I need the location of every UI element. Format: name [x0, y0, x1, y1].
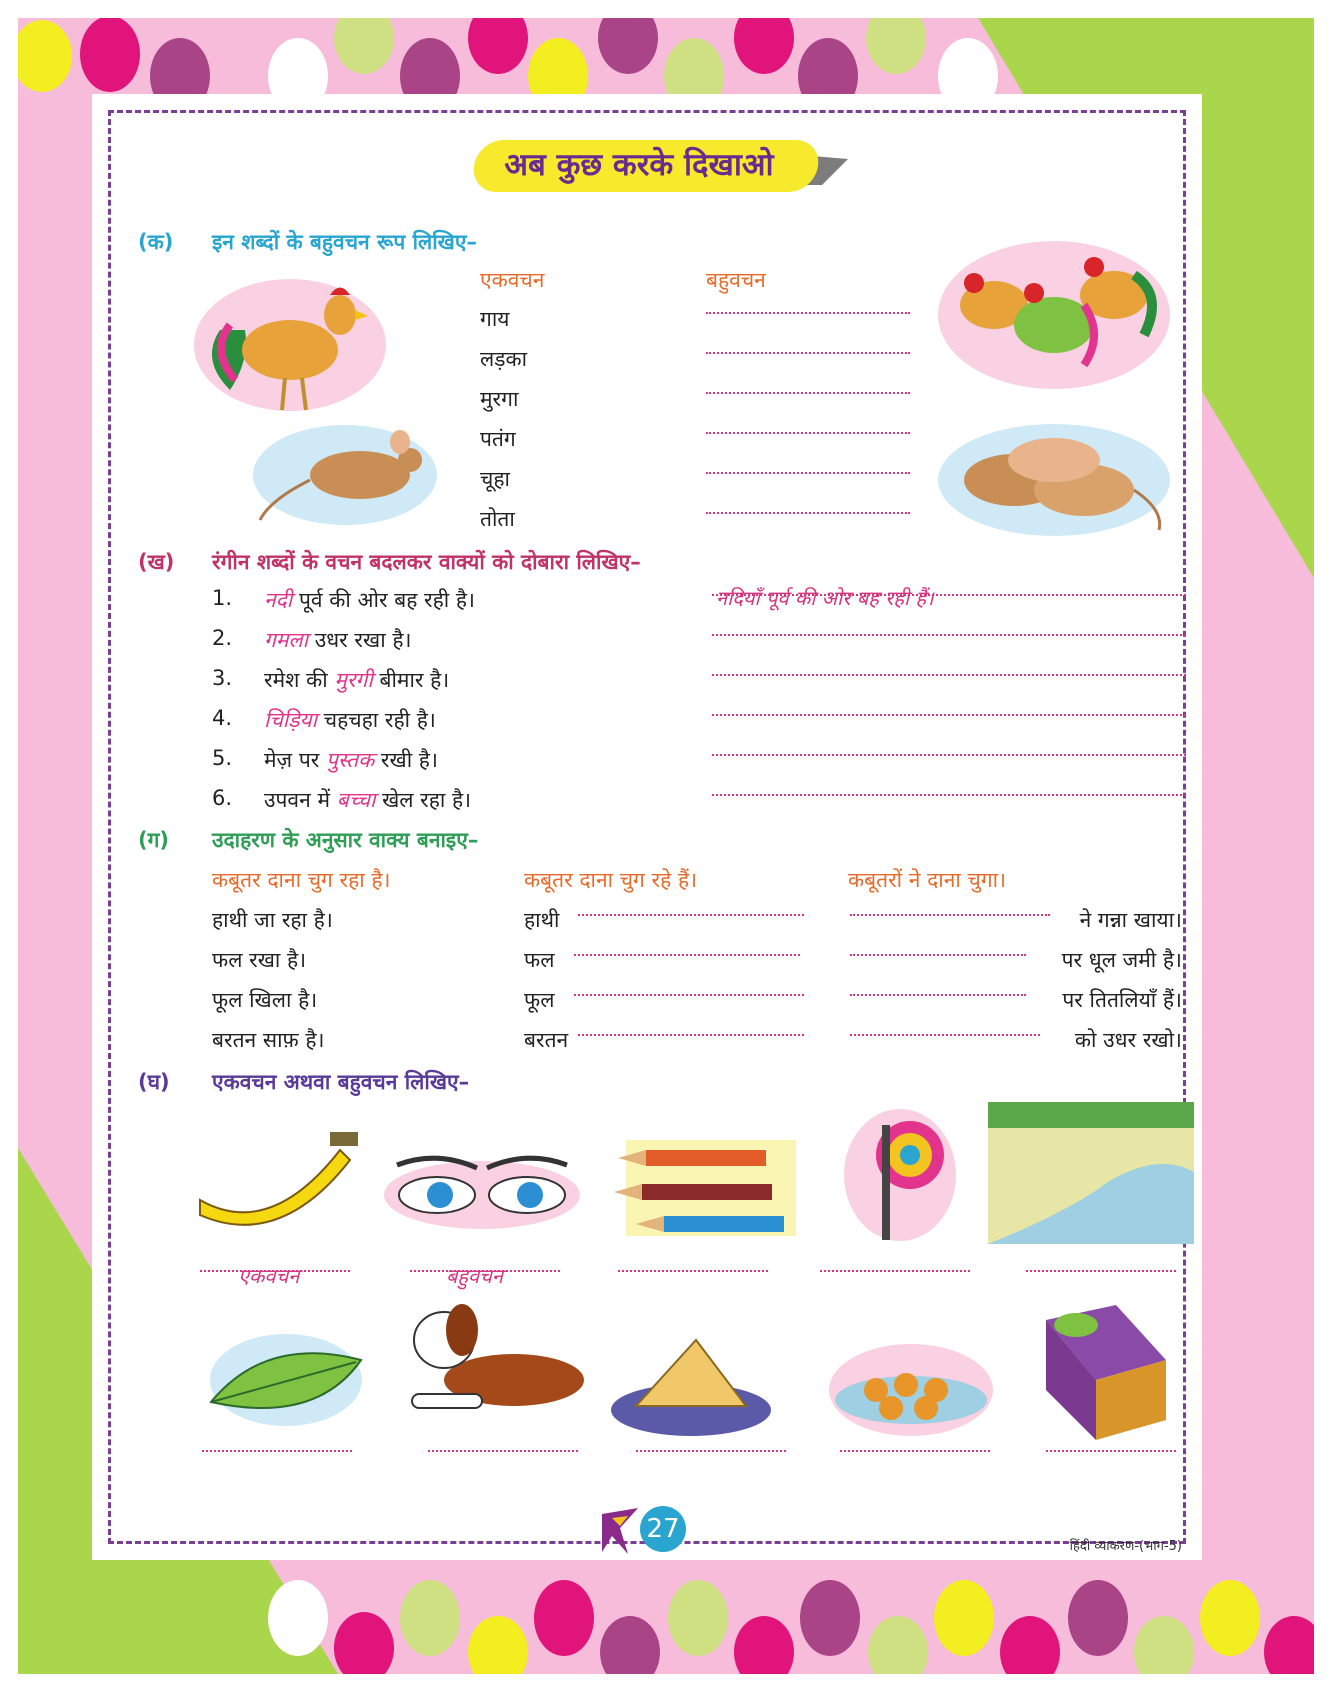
ga-col3: पर धूल जमी है।	[1061, 948, 1182, 972]
col-plural-header: बहुवचन	[706, 268, 766, 292]
ga-col2: बरतन	[524, 1028, 569, 1052]
ga-col1: बरतन साफ़ है।	[212, 1028, 325, 1052]
singular-word: पतंग	[480, 427, 516, 451]
ga-col2: फल	[524, 948, 555, 972]
answer-line[interactable]	[706, 392, 910, 394]
item-num: 3.	[212, 666, 233, 690]
page-title: अब कुछ करके दिखाओ	[504, 147, 774, 183]
answer-line[interactable]	[706, 432, 910, 434]
sentence	[264, 786, 471, 814]
ga-col3: को उधर रखो।	[1074, 1028, 1182, 1052]
ga-col2: हाथी	[524, 908, 560, 932]
col-singular-header: एकवचन	[480, 268, 545, 292]
sentence-pre: रमेश की	[264, 668, 328, 692]
pencils-illustration	[606, 1130, 806, 1240]
answer-line[interactable]	[712, 754, 1186, 756]
item-num: 6.	[212, 786, 233, 810]
answer-line[interactable]	[850, 994, 1026, 996]
leaf-illustration	[206, 1330, 366, 1430]
samosa-illustration	[606, 1330, 776, 1440]
colored-word: चिड़िया	[264, 708, 318, 732]
rooster-illustration	[190, 270, 390, 420]
section-ga-instruction: उदाहरण के अनुसार वाक्य बनाइए–	[212, 828, 479, 852]
footer-text: हिंदी व्याकरण-(भाग-5)	[1069, 1539, 1182, 1554]
sentence-pre: मेज़ पर	[264, 748, 320, 772]
section-ka-label: (क)	[138, 230, 174, 254]
sentence-rest: बीमार है।	[379, 668, 450, 692]
section-ga-label: (ग)	[138, 828, 170, 852]
sentence-rest: चहचहा रही है।	[323, 708, 436, 732]
section-gha-instruction: एकवचन अथवा बहुवचन लिखिए–	[212, 1070, 470, 1094]
ga-col2: फूल	[524, 988, 555, 1012]
colored-word: मुरगी	[334, 668, 373, 692]
eyes-illustration	[382, 1150, 582, 1230]
sentence-rest: पूर्व की ओर बह रही है।	[298, 588, 475, 612]
page-star-icon	[598, 1504, 638, 1556]
answer-line[interactable]	[712, 634, 1186, 636]
sentence	[264, 746, 438, 774]
banana-illustration	[190, 1120, 360, 1230]
sentence-rest: उधर रखा है।	[314, 628, 412, 652]
answer-line[interactable]	[840, 1450, 990, 1452]
example-col1: कबूतर दाना चुग रहा है।	[212, 868, 391, 892]
answer-line[interactable]	[850, 954, 1026, 956]
bed-illustration	[1036, 1300, 1176, 1450]
ga-col1: हाथी जा रहा है।	[212, 908, 333, 932]
answer-line[interactable]	[618, 1270, 768, 1272]
example-col2: कबूतर दाना चुग रहे हैं।	[524, 868, 698, 892]
answer-line[interactable]	[820, 1270, 970, 1272]
section-kha-label: (ख)	[138, 550, 175, 574]
gha-answer-1: एकवचन	[238, 1264, 300, 1288]
answer-line[interactable]	[428, 1450, 578, 1452]
river-illustration	[988, 1102, 1194, 1244]
colored-word: गमला	[264, 628, 309, 652]
answer-line[interactable]	[712, 794, 1186, 796]
section-kha-instruction: रंगीन शब्दों के वचन बदलकर वाक्यों को दोबारा लिखिए–	[212, 550, 641, 574]
answer-line[interactable]	[712, 674, 1186, 676]
item-num: 5.	[212, 746, 233, 770]
singular-word: चूहा	[480, 467, 510, 491]
mouse-illustration	[250, 420, 440, 530]
item-num: 1.	[212, 586, 233, 610]
polka-dots-bottom	[268, 1580, 1314, 1674]
sentence	[264, 586, 475, 614]
ga-col3: ने गन्ना खाया।	[1079, 908, 1182, 932]
dog-illustration	[404, 1300, 604, 1420]
sentence-pre: उपवन में	[264, 788, 331, 812]
item-num: 4.	[212, 706, 233, 730]
sentence	[264, 626, 411, 654]
ga-col1: फल रखा है।	[212, 948, 307, 972]
singular-word: तोता	[480, 507, 515, 531]
sentence-rest: रखी है।	[380, 748, 438, 772]
roosters-illustration	[934, 235, 1174, 395]
colored-word: बच्चा	[336, 788, 376, 812]
example-answer: नदियाँ पूर्व की ओर बह रही हैं।	[716, 586, 934, 610]
pinwheel-illustration	[840, 1105, 960, 1245]
section-gha-label: (घ)	[138, 1070, 170, 1094]
answer-line[interactable]	[706, 352, 910, 354]
answer-line[interactable]	[850, 1034, 1040, 1036]
colored-word: पुस्तक	[326, 748, 375, 772]
answer-line[interactable]	[712, 714, 1186, 716]
answer-line[interactable]	[578, 914, 804, 916]
answer-line[interactable]	[574, 954, 800, 956]
sentence-rest: खेल रहा है।	[382, 788, 472, 812]
section-ka-instruction: इन शब्दों के बहुवचन रूप लिखिए–	[212, 230, 477, 254]
answer-line[interactable]	[1026, 1270, 1176, 1272]
sentence	[264, 706, 436, 734]
answer-line[interactable]	[578, 1034, 804, 1036]
answer-line[interactable]	[850, 914, 1050, 916]
answer-line[interactable]	[636, 1450, 786, 1452]
ga-col1: फूल खिला है।	[212, 988, 318, 1012]
page-number: 27	[640, 1506, 686, 1552]
jalebi-illustration	[826, 1340, 996, 1440]
sentence	[264, 666, 449, 694]
item-num: 2.	[212, 626, 233, 650]
singular-word: लड़का	[480, 347, 528, 371]
answer-line[interactable]	[202, 1450, 352, 1452]
answer-line[interactable]	[712, 594, 1186, 596]
answer-line[interactable]	[706, 472, 910, 474]
ga-col3: पर तितलियाँ हैं।	[1062, 988, 1182, 1012]
answer-line[interactable]	[574, 994, 804, 996]
example-col3: कबूतरों ने दाना चुगा।	[848, 868, 1007, 892]
colored-word: नदी	[264, 588, 293, 612]
answer-line[interactable]	[706, 312, 910, 314]
answer-line[interactable]	[706, 512, 910, 514]
gha-answer-2: बहुवचन	[446, 1264, 503, 1288]
mice-illustration	[934, 420, 1174, 540]
answer-line[interactable]	[1046, 1450, 1176, 1452]
singular-word: गाय	[480, 307, 510, 331]
singular-word: मुरगा	[480, 387, 519, 411]
